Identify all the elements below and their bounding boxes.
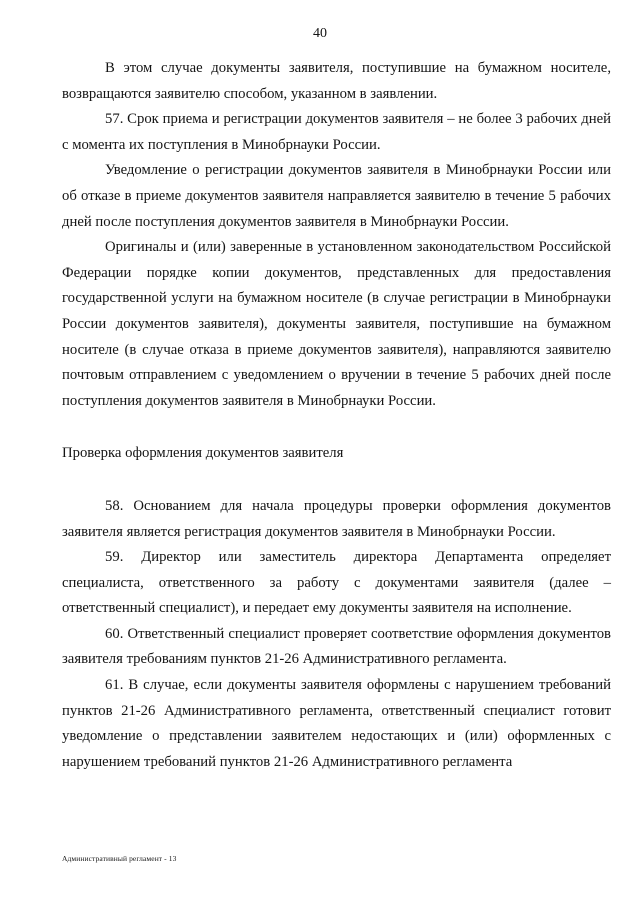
- paragraph-57: 57. Срок приема и регистрации документов заявителя – не более 3 рабочих дней с момента их поступления в Минобрнауки России.: [62, 111, 611, 153]
- document-body: [62, 56, 611, 775]
- paragraph-60: 60. Ответственный специалист проверяет соответствие оформления документов заявителя требованиям пунктов 21-26 Административного регламента.: [62, 625, 611, 668]
- footer-label: Административный регламент - 13: [62, 854, 177, 863]
- paragraph-registration-notice: Уведомление о регистрации документов заявителя в Минобрнауки России или об отказе в приеме документов заявителя направляется заявителю в течение 5 рабочих дней после поступления документов заявителя в Минобрнауки России.: [62, 162, 611, 230]
- section-heading: Проверка оформления документов заявителя: [62, 445, 344, 462]
- paragraph-58: 58. Основанием для начала процедуры проверки оформления документов заявителя является регистрация документов заявителя в Минобрнауки России.: [62, 497, 611, 540]
- paragraph-59: 59. Директор или заместитель директора Департамента определяет специалиста, ответственного за работу с документами заявителя (далее – ответственный специалист), и передает ему документы заявителя на исполнение.: [62, 549, 611, 617]
- paragraph-originals: Оригиналы и (или) заверенные в установленном законодательством Российской Федерации порядке копии документов, представленных для предоставления государственной услуги на бумажном носителе (в случае регистрации в Минобрнауки России документов заявителя), документы заявителя, поступившие на бумажном носителе (в случае отказа в приеме документов заявителя), направляются заявителю почтовым отправлением с уведомлением о вручении в течение 5 рабочих дней после поступления документов заявителя в Минобрнауки России.: [62, 239, 611, 409]
- paragraph-61: 61. В случае, если документы заявителя оформлены с нарушением требований пунктов 21-26 Административного регламента, ответственный специалист готовит уведомление о представлении заявителем недостающих и (или) оформленных с нарушением требований пунктов 21-26 Административного регламента: [62, 677, 611, 770]
- paragraph-return-documents: В этом случае документы заявителя, поступившие на бумажном носителе, возвращаются заявителю способом, указанном в заявлении.: [62, 60, 611, 102]
- page-number: 40: [313, 26, 327, 41]
